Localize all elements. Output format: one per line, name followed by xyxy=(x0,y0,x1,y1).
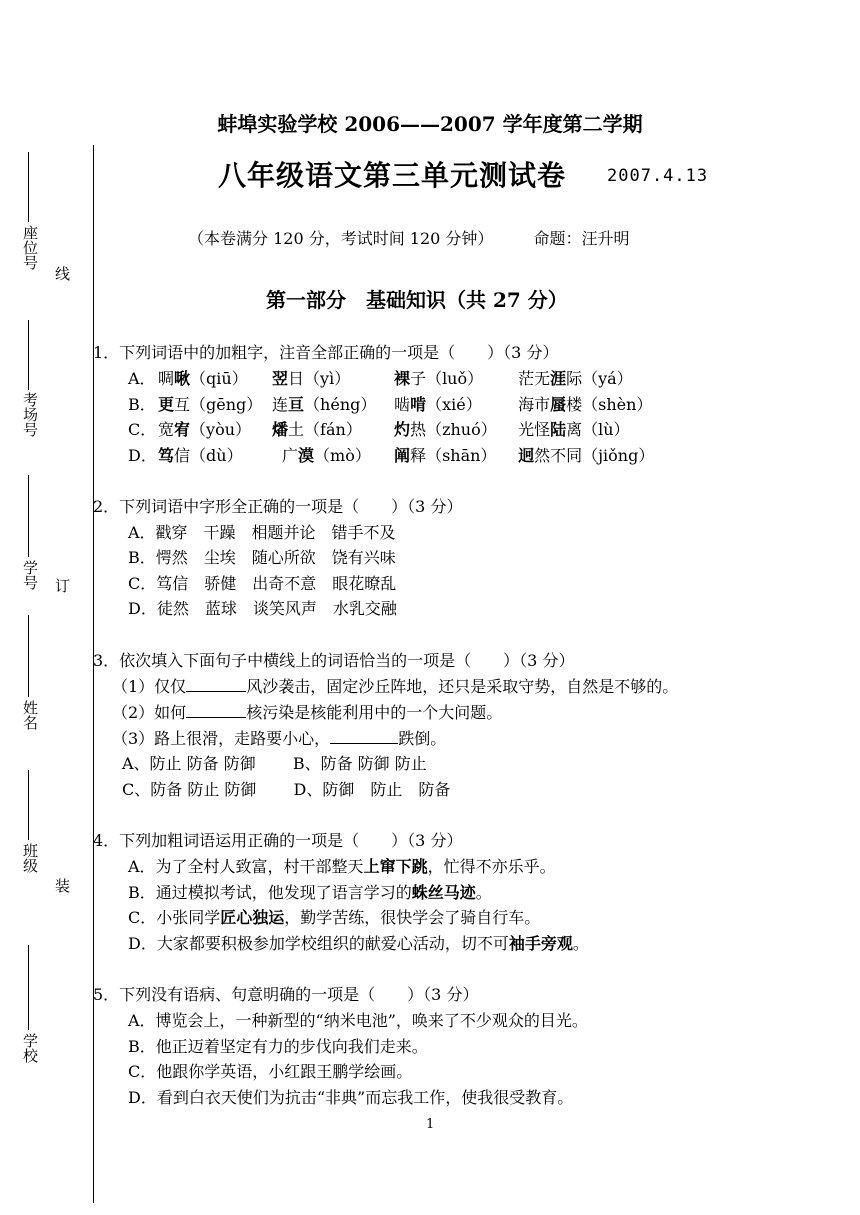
question-5-option-c[interactable]: C．他跟你学英语，小红跟王鹏学绘画。 xyxy=(128,1062,413,1081)
question-4-option-b[interactable]: B．通过模拟考试，他发现了语言学习的蛛丝马迹。 xyxy=(128,883,492,902)
exam-info xyxy=(188,226,629,249)
question-1-option-b[interactable]: B． 更互（gēng） 连亘（héng） 啮啃（xié） 海市蜃楼（shèn） xyxy=(128,395,653,414)
score-time-note: （本卷满分 120 分，考试时间 120 分钟） xyxy=(188,229,494,248)
part-one-title: 第一部分 基础知识（共 27 分） xyxy=(266,288,568,312)
question-3-sentence-2: （2）如何 核污染是核能利用中的一个大问题。 xyxy=(112,703,503,722)
seat-number-field[interactable] xyxy=(28,152,29,222)
exam-room-field[interactable] xyxy=(28,320,29,390)
blank-1[interactable] xyxy=(186,677,246,692)
page-title: 八年级语文第三单元测试卷 xyxy=(218,159,567,192)
exam-room-label: 考场号 xyxy=(21,392,39,437)
blank-3[interactable] xyxy=(330,729,398,744)
author-note: 命题：汪升明 xyxy=(533,229,630,248)
question-2-option-c[interactable]: C．笃信 骄健 出奇不意 眼花暸乱 xyxy=(128,574,397,593)
binding-line xyxy=(93,145,94,1203)
question-5-option-d[interactable]: D．看到白衣天使们为抗击“非典”而忘我工作，使我很受教育。 xyxy=(128,1088,574,1107)
question-3-options-ab[interactable]: A、防止 防备 防御 B、防备 防御 防止 xyxy=(122,754,427,773)
question-4-stem: 4．下列加粗词语运用正确的一项是（ ）（3 分） xyxy=(93,831,463,850)
ding-char: 订 xyxy=(53,578,71,593)
question-2-option-a[interactable]: A．戳穿 干躁 相题并论 错手不及 xyxy=(128,523,396,542)
question-3-sentence-3: （3）路上很滑，走路要小心， 跌倒。 xyxy=(112,729,447,748)
question-5-option-a[interactable]: A．博览会上，一种新型的“纳米电池”，唤来了不少观众的目光。 xyxy=(128,1011,588,1030)
question-2-option-d[interactable]: D．徒然 蓝球 谈笑风声 水乳交融 xyxy=(128,599,397,618)
seat-number-label: 座位号 xyxy=(21,225,39,270)
question-3-options-cd[interactable]: C、防备 防止 防御 D、防御 防止 防备 xyxy=(122,780,451,799)
school-field[interactable] xyxy=(28,945,29,1030)
question-5-option-b[interactable]: B．他正迈着坚定有力的步伐向我们走来。 xyxy=(128,1037,428,1056)
page-number: 1 xyxy=(426,1117,435,1132)
question-2-option-b[interactable]: B．愕然 尘埃 随心所欲 饶有兴味 xyxy=(128,548,396,567)
zhuang-char: 装 xyxy=(53,878,71,893)
class-label: 班级 xyxy=(21,843,39,873)
question-5-stem: 5．下列没有语病、句意明确的一项是（ ）（3 分） xyxy=(93,985,479,1004)
school-term-heading: 蚌埠实验学校 2006——2007 学年度第二学期 xyxy=(217,112,643,136)
class-field[interactable] xyxy=(28,770,29,840)
question-4-option-c[interactable]: C．小张同学匠心独运，勤学苦练，很快学会了骑自行车。 xyxy=(128,908,541,927)
question-2-stem: 2．下列词语中字形全正确的一项是（ ）（3 分） xyxy=(93,497,463,516)
question-4-option-d[interactable]: D．大家都要积极参加学校组织的献爱心活动，切不可袖手旁观。 xyxy=(128,934,589,953)
exam-date: 2007.4.13 xyxy=(607,166,709,186)
question-3-stem: 3．依次填入下面句子中横线上的词语恰当的一项是（ ）（3 分） xyxy=(93,651,575,670)
question-4-option-a[interactable]: A．为了全村人致富，村干部整天上窜下跳，忙得不亦乐乎。 xyxy=(128,857,556,876)
cut-line-char: 线 xyxy=(53,266,71,281)
question-1-option-a[interactable]: A． 啁啾（qiū） 翌日（yì） 裸子（luǒ） 茫无涯际（yá） xyxy=(128,369,633,388)
name-label: 姓名 xyxy=(21,700,39,730)
student-id-label: 学号 xyxy=(21,560,39,590)
student-id-field[interactable] xyxy=(28,475,29,557)
question-1-option-d[interactable]: D．笃信（dù） 广漠（mò） 阐释（shān） 迥然不同（jiǒng） xyxy=(128,446,655,465)
name-field[interactable] xyxy=(28,615,29,697)
question-1-stem: 1．下列词语中的加粗字，注音全部正确的一项是（ ）（3 分） xyxy=(93,343,559,362)
blank-2[interactable] xyxy=(186,703,246,718)
school-label: 学校 xyxy=(21,1033,39,1063)
question-1-option-c[interactable]: C． 宽宥（yòu） 燔土（fán） 灼热（zhuó） 光怪陆离（lù） xyxy=(128,420,630,439)
question-3-sentence-1: （1）仅仅 风沙袭击，固定沙丘阵地，还只是采取守势，自然是不够的。 xyxy=(112,677,679,696)
